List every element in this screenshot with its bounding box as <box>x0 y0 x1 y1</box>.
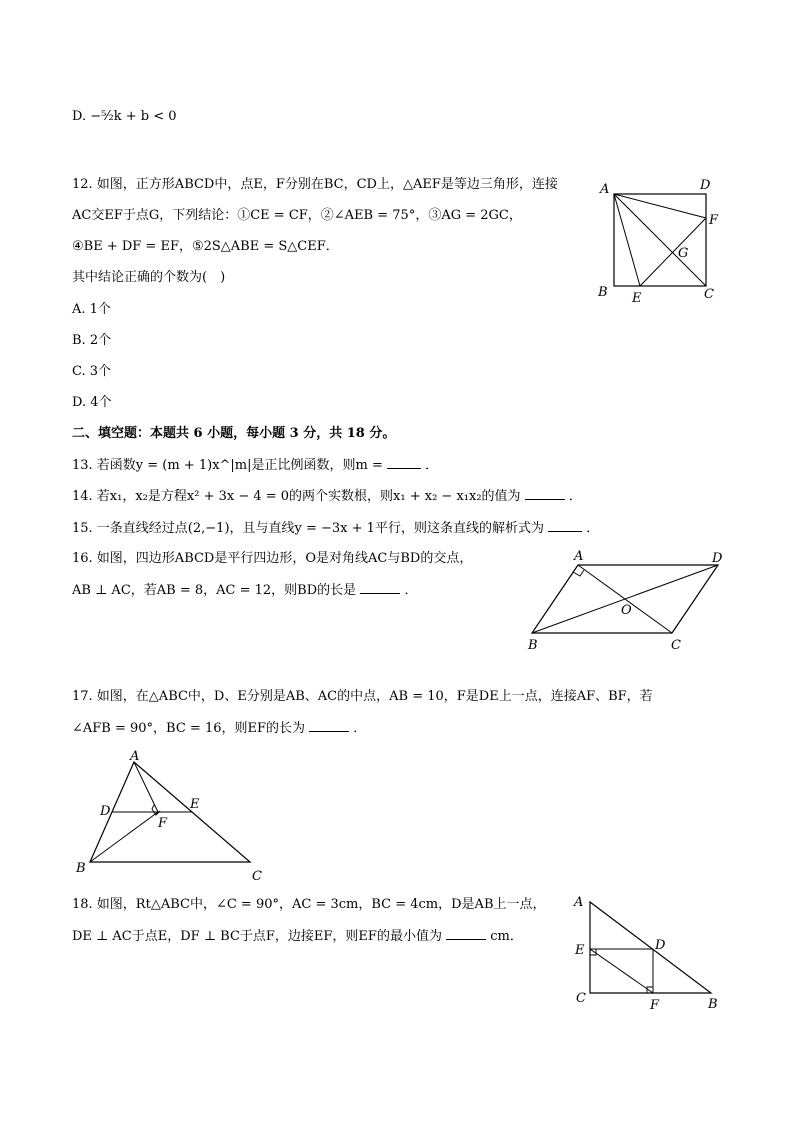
q18-line-2 <box>72 927 523 946</box>
q16-line-1: 16. 如图，四边形ABCD是平行四边形，O是对角线AC与BD的交点， <box>72 551 473 566</box>
q12-label-g: G <box>678 246 689 261</box>
q17-label-b: B <box>76 861 86 876</box>
q17-label-c: C <box>252 869 262 884</box>
q16-diagonal-bd <box>532 565 718 633</box>
q12-line-4: 其中结论正确的个数为( ) <box>72 270 226 285</box>
section-2-heading: 二、填空题：本题共 6 小题，每小题 3 分，共 18 分。 <box>72 426 396 441</box>
q18-line-1: 18. 如图，Rt△ABC中，∠C = 90°，AC = 3cm，BC = 4cm，D是AB上一点， <box>72 897 546 912</box>
q15-end: ． <box>586 521 600 536</box>
q17-seg-bf <box>90 812 158 862</box>
q17-answer-blank[interactable] <box>309 719 349 732</box>
q18-label-f: F <box>650 998 660 1013</box>
q18-text: DE ⊥ AC于点E，DF ⊥ BC于点F，边接EF，则EF的最小值为 <box>72 929 442 944</box>
q15-answer-blank[interactable] <box>548 519 582 532</box>
q16-answer-blank[interactable] <box>360 581 400 594</box>
q16-line-2 <box>72 581 417 600</box>
q11-option-d: D. −⁵⁄₂k + b < 0 <box>72 109 177 124</box>
q17-figure <box>72 748 272 886</box>
q12-option-a: A. 1个 <box>72 302 111 317</box>
q12-option-c: C. 3个 <box>72 364 112 379</box>
q17-label-d: D <box>100 804 111 819</box>
q18-label-e: E <box>575 943 585 958</box>
q18-end: cm． <box>490 929 523 944</box>
q12-seg-ae <box>614 194 640 286</box>
q14-end: ． <box>568 489 582 504</box>
q18-label-b: B <box>708 997 718 1012</box>
q12-option-b: B. 2个 <box>72 333 112 348</box>
q18-label-a: A <box>574 895 584 910</box>
q17-line-1: 17. 如图，在△ABC中，D、E分别是AB、AC的中点，AB = 10，F是DE上一点，连接AF、BF，若 <box>72 689 653 704</box>
q16-figure <box>522 548 727 654</box>
q18-answer-blank[interactable] <box>446 927 486 940</box>
q12-label-f: F <box>709 213 719 228</box>
q12-label-a: A <box>600 182 610 197</box>
q12-option-d: D. 4个 <box>72 395 112 410</box>
q14-text: 14. 若x₁，x₂是方程x² + 3x − 4 = 0的两个实数根，则x₁ + x₂ − x₁x₂的值为 <box>72 489 521 504</box>
q13-line <box>72 456 438 475</box>
q16-text: AB ⊥ AC，若AB = 8，AC = 12，则BD的长是 <box>72 583 357 598</box>
q12-line-3: ④BE + DF = EF，⑤2S△ABE = S△CEF． <box>72 239 339 254</box>
q17-label-e: E <box>190 797 200 812</box>
q17-seg-af <box>134 762 158 812</box>
q17-line-2 <box>72 719 366 738</box>
q16-label-b: B <box>528 638 538 653</box>
q14-line <box>72 487 582 506</box>
q18-seg-ef <box>590 949 653 993</box>
q13-text: 13. 若函数y = (m + 1)x^|m|是正比例函数，则m = <box>72 458 383 473</box>
q16-label-d: D <box>712 551 723 566</box>
q13-end: ． <box>425 458 439 473</box>
q12-seg-af <box>614 194 706 218</box>
q12-seg-ac <box>614 194 706 286</box>
q12-line-1: 12. 如图，正方形ABCD中，点E，F分别在BC，CD上，△AEF是等边三角形，连接 <box>72 177 558 192</box>
q12-label-d: D <box>700 178 711 193</box>
q12-label-c: C <box>704 287 714 302</box>
q12-label-b: B <box>598 285 608 300</box>
q16-label-a: A <box>574 549 584 564</box>
q14-answer-blank[interactable] <box>525 487 565 500</box>
q13-answer-blank[interactable] <box>387 456 421 469</box>
q16-end: ． <box>404 583 418 598</box>
q18-label-c: C <box>576 991 586 1006</box>
q18-triangle <box>590 902 711 993</box>
q18-figure <box>570 892 730 1016</box>
q17-text: ∠AFB = 90°，BC = 16，则EF的长为 <box>72 721 306 736</box>
q12-figure <box>596 176 726 306</box>
q15-text: 15. 一条直线经过点(2,−1)，且与直线y = −3x + 1平行，则这条直线的解析式为 <box>72 521 544 536</box>
q12-label-e: E <box>632 291 642 306</box>
q17-end: ． <box>353 721 367 736</box>
q17-label-a: A <box>130 749 140 764</box>
q15-line <box>72 519 599 538</box>
q16-label-c: C <box>671 638 681 653</box>
q16-label-o: O <box>621 603 632 618</box>
q17-label-f: F <box>158 816 168 831</box>
q12-line-2: AC交EF于点G，下列结论：①CE = CF，②∠AEB = 75°，③AG = 2GC， <box>72 208 522 223</box>
q18-label-d: D <box>655 938 666 953</box>
